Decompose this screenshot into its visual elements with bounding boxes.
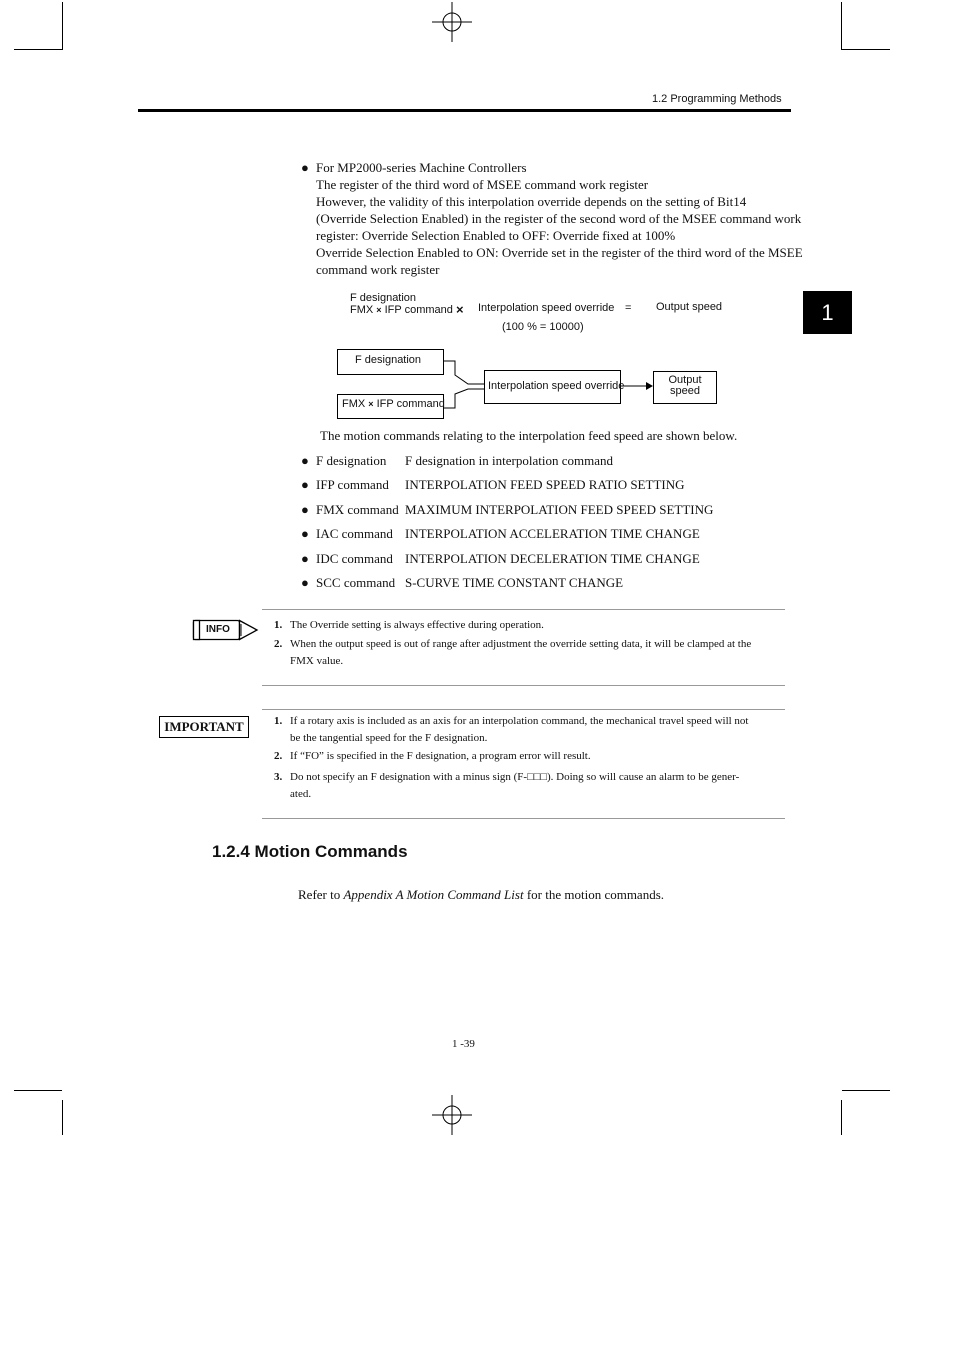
command-desc: S-CURVE TIME CONSTANT CHANGE — [405, 575, 624, 590]
note-number: 2. — [274, 750, 283, 762]
page-number: 1 -39 — [452, 1038, 475, 1050]
paragraph-line: Override Selection Enabled to ON: Override set in the register of the third word of the MSEE — [316, 245, 803, 260]
diagram-box-override — [484, 370, 625, 404]
paragraph-line: register: Override Selection Enabled to OFF: Override fixed at 100% — [316, 228, 676, 243]
times-icon: × — [368, 399, 374, 409]
note-text: If “FO” is specified in the F designation, a program error will result. — [290, 750, 591, 762]
formula-output: Output speed — [656, 301, 723, 313]
note-text: Do not specify an F designation with a minus sign (F-□□□). Doing so will cause an alarm to be gener- ated. — [290, 771, 740, 800]
command-desc: INTERPOLATION ACCELERATION TIME CHANGE — [405, 526, 700, 541]
diagram-box-f-designation — [337, 349, 444, 375]
paragraph-line: For MP2000-series Machine Controllers — [316, 160, 527, 175]
command-name: IAC command — [316, 526, 393, 541]
note-text: The Override setting is always effective during operation. — [290, 619, 544, 631]
important-label: IMPORTANT — [159, 716, 249, 738]
important-rule-bottom — [262, 818, 785, 819]
bullet-icon: ● — [301, 160, 309, 175]
important-rule-top — [262, 709, 785, 710]
formula-override: Interpolation speed override — [478, 302, 615, 314]
diagram-box-fmx-ifp — [337, 394, 444, 419]
diagram-box-label: Output — [668, 374, 702, 386]
paragraph-line: The register of the third word of MSEE command work register — [316, 177, 649, 192]
info-label: INFO — [206, 624, 230, 635]
command-name: FMX command — [316, 502, 399, 517]
note-number: 1. — [274, 619, 283, 631]
chapter-tab: 1 — [803, 291, 852, 334]
info-rule-top — [262, 609, 785, 610]
formula-f-designation: F designation — [350, 292, 417, 304]
paragraph-line: However, the validity of this interpolation override depends on the setting of Bit14 — [316, 194, 747, 209]
diagram-box-label: Interpolation speed override — [488, 380, 625, 392]
section-refer-text: Refer to Appendix A Motion Command List for the motion commands. — [298, 887, 665, 902]
bullet-icon: ● — [301, 551, 309, 566]
formula-scale: (100 % = 10000) — [502, 321, 584, 333]
paragraph-line: (Override Selection Enabled) in the register of the second word of the MSEE command work — [316, 211, 802, 226]
formula-fmx: FMX — [350, 304, 374, 316]
note-number: 2. — [274, 638, 283, 650]
command-desc: INTERPOLATION FEED SPEED RATIO SETTING — [405, 477, 685, 492]
diagram-box-label: FMX × IFP command — [342, 398, 445, 410]
commands-intro: The motion commands relating to the interpolation feed speed are shown below. — [320, 428, 738, 443]
command-desc: MAXIMUM INTERPOLATION FEED SPEED SETTING — [405, 502, 714, 517]
info-rule-bottom — [262, 685, 785, 686]
appendix-link[interactable]: Appendix A Motion Command List — [343, 887, 524, 902]
section-title: 1.2.4 Motion Commands — [212, 842, 408, 861]
times-icon: × — [376, 305, 382, 315]
running-header: 1.2 Programming Methods — [652, 93, 782, 105]
note-text: If a rotary axis is included as an axis for an interpolation command, the mechanical travel speed will not be the tangential speed for the F designation. — [290, 715, 749, 744]
command-desc: INTERPOLATION DECELERATION TIME CHANGE — [405, 551, 700, 566]
paragraph-line: command work register — [316, 262, 440, 277]
bullet-icon: ● — [301, 575, 309, 590]
diagram-box-label: F designation — [355, 354, 422, 366]
command-desc: F designation in interpolation command — [405, 453, 613, 468]
equals-icon: = — [625, 302, 632, 314]
bullet-icon: ● — [301, 453, 309, 468]
diagram-box-label: speed — [670, 385, 700, 397]
diagram-box-output — [653, 371, 717, 404]
note-number: 3. — [274, 771, 283, 783]
command-name: F designation — [316, 453, 387, 468]
note-number: 1. — [274, 715, 283, 727]
formula-ifp: IFP command — [384, 304, 453, 316]
multiply-icon: × — [456, 302, 464, 317]
bullet-icon: ● — [301, 526, 309, 541]
bullet-icon: ● — [301, 477, 309, 492]
command-name: SCC command — [316, 575, 396, 590]
bullet-icon: ● — [301, 502, 309, 517]
command-name: IDC command — [316, 551, 393, 566]
note-text: When the output speed is out of range after adjustment the override setting data, it will be clamped at the FMX value. — [290, 638, 752, 667]
command-name: IFP command — [316, 477, 389, 492]
